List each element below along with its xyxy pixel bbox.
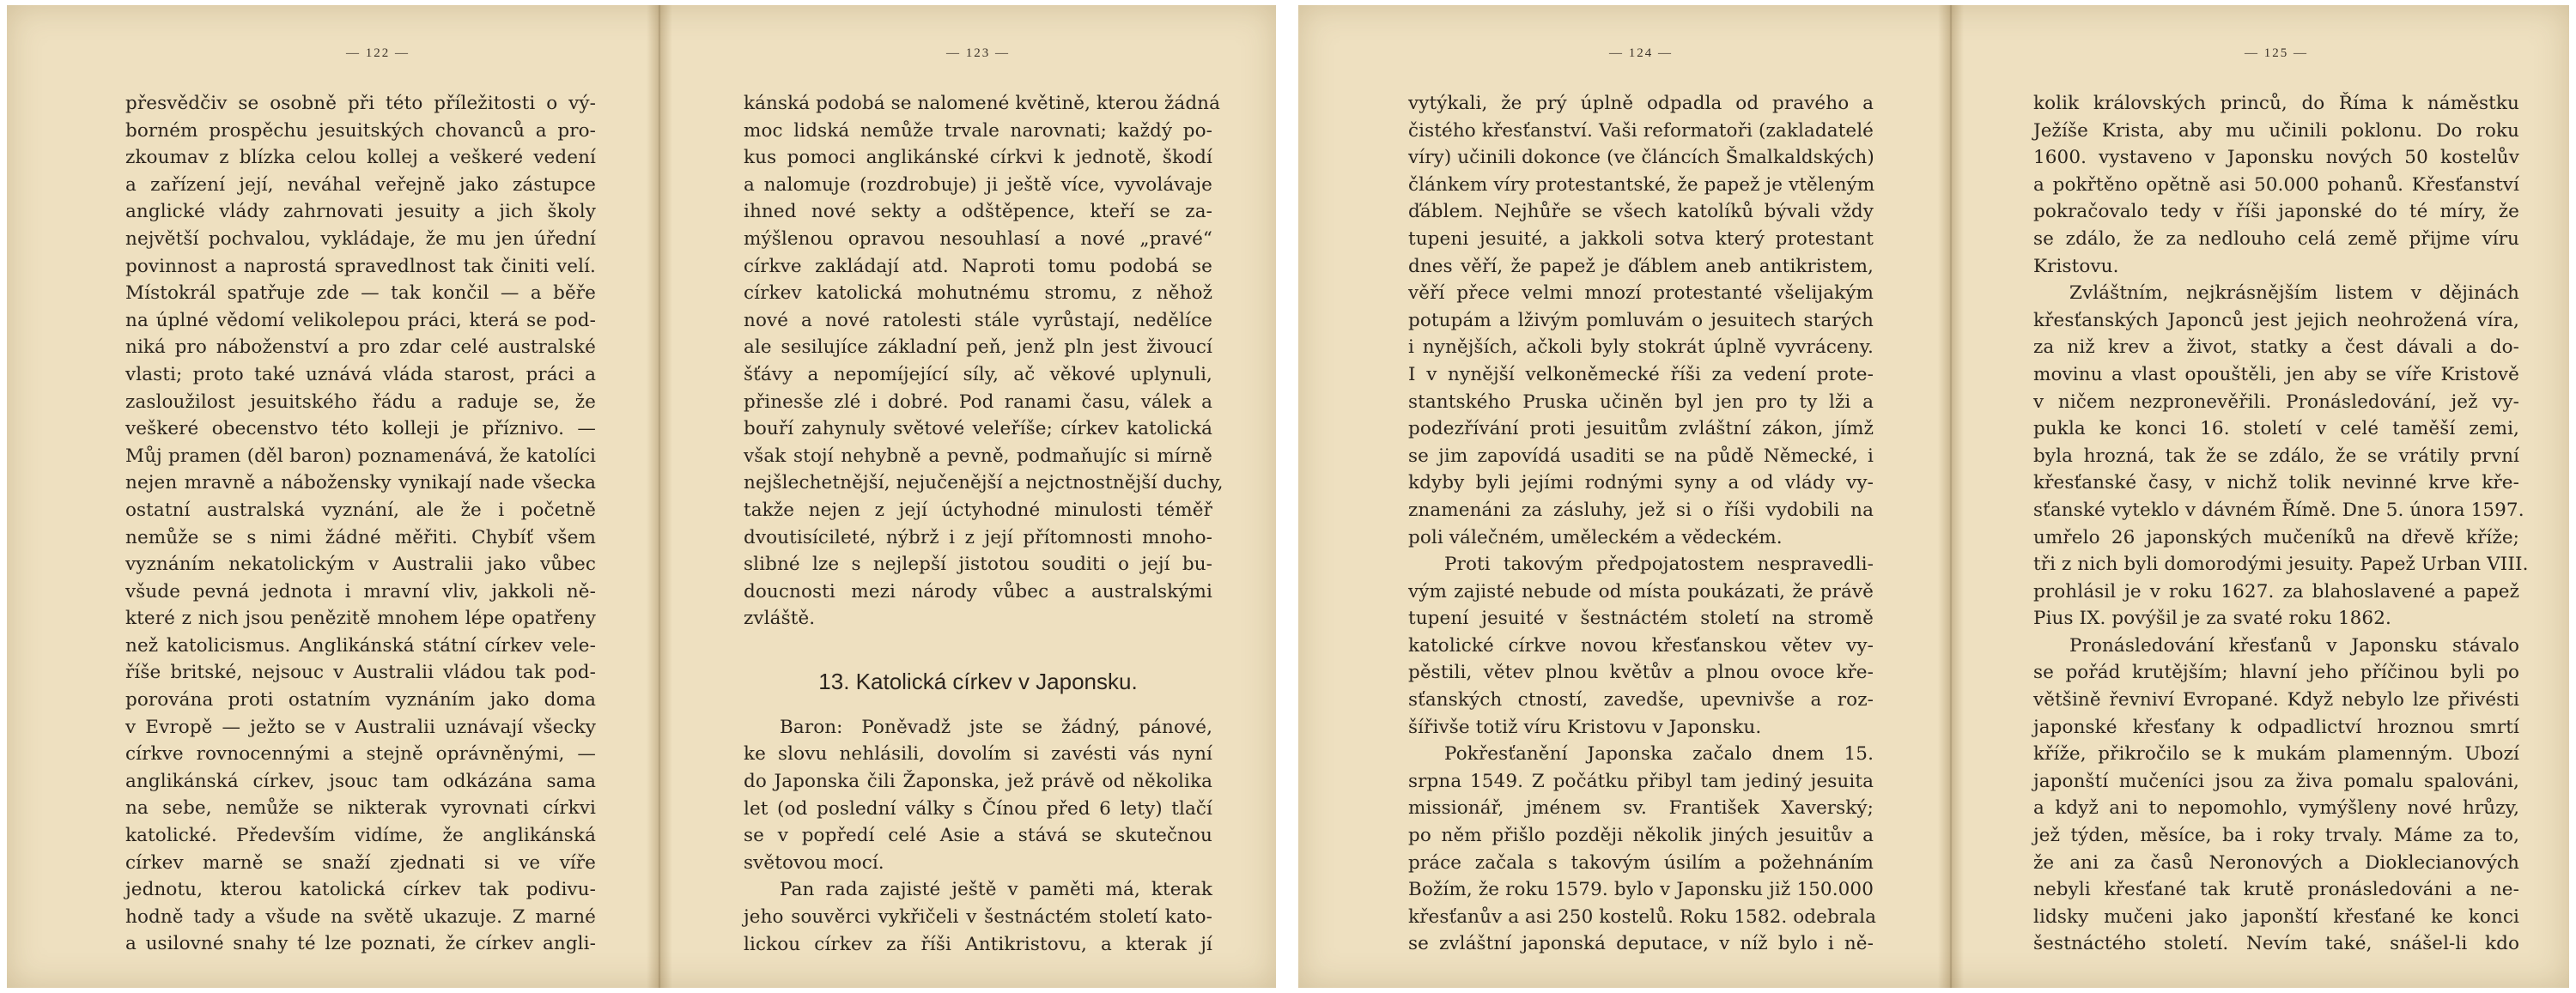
text-line: Pan rada zajisté ještě v paměti má, kterak: [780, 879, 1212, 901]
text-line: a nalomuje (rozdrobuje) ji ještě více, vyvolávaje: [744, 173, 1212, 196]
text-line: povinnost a naprostá spravedlnost tak činiti velí.: [125, 255, 596, 277]
text-line: kus pomoci anglikánské církvi k jednotě, škodí: [744, 147, 1212, 169]
text-line: víry) učinili dokonce (ve článcích Šmalkaldských): [1408, 147, 1874, 169]
page-text: [744, 90, 1224, 958]
text-line: doucnosti mezi národy vůbec a australskými: [744, 580, 1212, 602]
text-line: vlasti; proto také uznává vláda starost, práci a: [125, 363, 596, 385]
text-line: dvoutisícileté, nýbrž i z její přítomnosti mnoho-: [744, 526, 1212, 548]
text-line: šestnáctého století. Nevím také, snášel-li kdo: [2033, 933, 2519, 955]
text-line: movinu a vlast opouštěli, jen aby se víře Kristově: [2033, 363, 2519, 385]
text-line: katolické církve novou křesťanskou větev vy-: [1408, 634, 1874, 657]
text-line: říše britské, nejsouc v Australii vládou tak pod-: [125, 662, 596, 684]
text-line: v ničem nezpronevěřili. Pronásledování, jež vy-: [2033, 391, 2519, 413]
text-line: zasloužilost jesuitského řádu a raduje se, že: [125, 391, 596, 413]
text-line: byla hrozná, tak že se zdálo, že se vrátily první: [2033, 445, 2519, 467]
text-line: srpna 1549. Z počátku přibyl tam jediný jesuita: [1408, 770, 1874, 792]
text-line: že ani za časů Neronových a Dioklecianových: [2033, 851, 2519, 874]
text-line: mýšlenou opravou nesouhlasí a nové „pravé“: [744, 227, 1212, 250]
text-line: lickou církev za říši Antikristovu, a kterak jí: [744, 933, 1212, 955]
right-book-spread: [1298, 5, 2569, 988]
text-line: církve zakládají atd. Naproti tomu podobá se: [744, 255, 1212, 277]
text-line: a když ani to nepomohlo, vymýšleny nové hrůzy,: [2033, 797, 2519, 820]
text-line: a usilovné snahy té lze poznati, že církev angli-: [125, 933, 596, 955]
text-line: i nynějších, ačkoli byly stokrát úplně vyvráceny.: [1408, 336, 1874, 359]
text-line: Pius IX. povýšil je za svaté roku 1862.: [2033, 608, 2391, 630]
page-text: [1408, 90, 1877, 958]
text-line: 1600. vystaveno v Japonsku nových 50 kostelův: [2033, 147, 2519, 169]
text-line: kdyby byli jejími rodnými syny a od vlády vy-: [1408, 472, 1874, 494]
text-line: anglické vlády zahrnovati jesuity a jich školy: [125, 201, 596, 223]
text-line: zvláště.: [744, 608, 816, 630]
text-line: práce začala s takovým úsilím a požehnáním: [1408, 851, 1874, 874]
text-line: ke slovu nehlásili, dovolím si zavésti vás nyní: [744, 743, 1212, 766]
text-line: za niž krev a život, statky a čest dávali a do-: [2033, 336, 2519, 359]
text-line: čistého křesťanství. Vaši reformatoři (zakladatelé: [1408, 119, 1874, 142]
text-line: Pokřesťanění Japonska začalo dnem 15.: [1444, 743, 1874, 766]
text-line: se zdálo, že za nedlouho celá země přijme víru: [2033, 227, 2519, 250]
text-line: pěstili, větev plnou květův a plnou ovoce kře-: [1408, 662, 1874, 684]
page-125: [1951, 5, 2569, 988]
text-line: hodně tady a všude na světě ukazuje. Z marné: [125, 905, 596, 928]
text-line: církev marně se snaží zjednati si ve víře: [125, 851, 596, 874]
text-line: Ježíše Krista, aby mu učinili poklonu. Do roku: [2033, 119, 2519, 142]
text-line: vytýkali, že prý úplně odpadla od pravého a: [1408, 93, 1874, 114]
text-line: se v popředí celé Asie a stává se skutečnou: [744, 825, 1212, 847]
text-line: nemůže se s nimi žádné měřiti. Chybíť všem: [125, 526, 596, 548]
text-line: tupeni jesuité, a jakkoli sotva který protestant: [1408, 227, 1874, 250]
left-book-spread: [7, 5, 1276, 988]
page-123: [659, 5, 1276, 988]
text-line: takže nejen z její úctyhodné minulosti téměř: [744, 499, 1212, 521]
text-line: křesťanské časy, v nichž tolik nevinné krve kře-: [2033, 472, 2519, 494]
text-line: tři z nich byli domorodými jesuity. Papež Urban VIII.: [2033, 554, 2529, 576]
page-number: — 125 —: [2245, 46, 2308, 60]
text-line: slibné lze s nejlepší jistotou souditi o její bu-: [744, 554, 1212, 576]
text-line: I v nynější velkoněmecké říši za vedení prote-: [1408, 363, 1874, 385]
text-line: moc lidská nemůže trvale narovnati; každý po-: [744, 119, 1212, 142]
text-line: zkoumav z blízka celou kollej a veškeré vedení: [125, 147, 596, 169]
text-line: japonské křesťany k odpadlictví hroznou smrtí: [2033, 716, 2519, 738]
text-line: šířivše totiž víru Kristovu v Japonsku.: [1408, 716, 1762, 738]
text-line: poli válečném, uměleckém a vědeckém.: [1408, 526, 1783, 548]
text-line: se zvláštní japonská deputace, v níž bylo i ně-: [1408, 933, 1874, 955]
text-line: let (od poslední války s Čínou před 6 lety) tlačí: [744, 797, 1212, 820]
text-line: šťávy a nepomíjející síly, ač věkové uplynuli,: [744, 363, 1212, 385]
text-line: japonští mučeníci jsou za živa pomalu spalováni,: [2033, 770, 2519, 792]
page-number: — 122 —: [346, 46, 410, 60]
page-number: — 124 —: [1609, 46, 1673, 60]
text-line: a pokřtěno opětně asi 50.000 pohanů. Křesťanství: [2033, 173, 2519, 196]
text-line: ihned nové sekty a odštěpence, kteří se za-: [744, 201, 1212, 223]
text-line: ale sesilujíce základní peň, jenž pln jest živoucí: [744, 336, 1212, 359]
text-line: a zařízení její, neváhal veřejně jako zástupce: [125, 173, 596, 196]
text-line: se jim zapovídá usaditi se na půdě Německé, i: [1408, 445, 1874, 467]
text-line: kolik královských princů, do Říma k náměstku: [2033, 93, 2519, 114]
text-line: křesťanův a asi 250 kostelů. Roku 1582. odebrala: [1408, 905, 1877, 928]
text-line: světovou mocí.: [744, 851, 884, 874]
text-line: znamenáni za zásluhy, jež si o říši vydobili na: [1408, 499, 1874, 521]
text-line: pukla ke konci 16. století v celé taměší zemi,: [2033, 418, 2519, 440]
text-line: potupám a lživým pomluvám o jesuitech starých: [1408, 309, 1874, 331]
text-line: největší pochvalou, vykládaje, že mu jen úřední: [125, 227, 596, 250]
text-line: na úplné vědomí velikolepou práci, která se pod-: [125, 309, 596, 331]
text-line: kánská podobá se nalomené květině, kterou žádná: [744, 93, 1221, 114]
text-line: sťanských ctností, zavedše, upevnivše a roz-: [1408, 689, 1874, 711]
text-line: Proti takovým předpojatostem nespravedli-: [1444, 554, 1874, 576]
chapter-heading: 13. Katolická církev v Japonsku.: [818, 668, 1138, 694]
text-line: na sebe, nemůže se nikterak vyrovnati církvi: [125, 797, 596, 820]
page-text: [125, 90, 596, 958]
text-line: ostatní australská vyznání, ale že i početně: [125, 499, 596, 521]
text-line: jeho souvěrci vykřičeli v šestnáctém století kato-: [744, 906, 1212, 929]
text-line: církve rovnocennými a stejně oprávněnými, —: [125, 743, 596, 766]
page-124: [1298, 5, 1951, 988]
page-122: [7, 5, 659, 988]
text-line: jež týden, měsíce, ba i roky trvaly. Máme za to,: [2033, 825, 2519, 847]
text-line: které z nich jsou penězitě mnohem lépe opatřeny: [125, 608, 596, 630]
text-line: jednotu, kterou katolická církev tak podivu-: [125, 879, 596, 901]
text-line: Božím, že roku 1579. bylo v Japonsku již 150.000: [1408, 879, 1874, 901]
text-line: bouří zahynuly světové veleříše; církev katolická: [744, 418, 1212, 440]
text-line: většině řevniví Evropané. Když nebylo lze přivésti: [2033, 689, 2519, 711]
text-line: ďáblem. Nejhůře se všech katolíků bývali vždy: [1408, 201, 1874, 223]
text-line: Kristovu.: [2033, 255, 2119, 277]
text-line: všude pevná jednota i mravní vliv, jakkoli ně-: [125, 580, 596, 602]
page-text: [2033, 90, 2529, 958]
text-line: porována proti ostatním vyznáním jako doma: [125, 689, 596, 711]
text-line: přinesše zlé i dobré. Pod ranami času, válek a: [744, 391, 1212, 413]
text-line: kříže, přikročilo se k mukám plamenným. Ubozí: [2033, 743, 2519, 766]
text-line: do Japonska čili Žaponska, jež právě od několika: [744, 771, 1212, 793]
text-line: nové a nové ratolesti stále vyrůstají, nedělíce: [744, 309, 1212, 331]
text-line: katolické. Především vidíme, že anglikánská: [125, 825, 596, 847]
text-line: nebyli křesťané tak krutě pronásledováni a ne-: [2033, 879, 2519, 901]
text-line: než katolicismus. Anglikánská státní církev vele-: [125, 634, 596, 657]
text-line: vyznáním nekatolickým v Australii jako vůbec: [125, 554, 596, 576]
text-line: křesťanských Japonců jest jejich neohrožená víra,: [2033, 309, 2519, 331]
text-line: článkem víry protestantské, že papež je vtěleným: [1408, 173, 1875, 196]
text-line: tupení jesuité v šestnáctém století na stromě: [1408, 608, 1874, 630]
text-line: Můj pramen (děl baron) poznamenává, že katolíci: [125, 445, 596, 467]
text-line: však stojí nehybně a pevně, podmaňujíc si mírně: [744, 445, 1212, 467]
text-line: Baron: Poněvadž jste se žádný, pánové,: [780, 716, 1212, 738]
text-line: církev katolická mohutnému stromu, z něhož: [744, 282, 1212, 305]
text-line: v Evropě — ježto se v Australii uznávají všecky: [125, 716, 596, 738]
text-line: po něm přišlo později několik jiných jesuitův a: [1408, 825, 1874, 847]
text-line: lidsky mučeni jako japonští křesťané ke konci: [2033, 905, 2519, 928]
text-line: nejen mravně a nábožensky vynikají nade všecka: [125, 472, 596, 494]
text-line: vým zajisté nebude od místa poukázati, že právě: [1408, 580, 1874, 602]
text-line: borném prospěchu jesuitských chovanců a pro-: [125, 119, 596, 142]
text-line: anglikánská církev, jsouc tam odkázána sama: [125, 770, 596, 792]
text-line: missionář, jménem sv. František Xaverský;: [1408, 797, 1874, 820]
text-line: niká pro náboženství a pro zdar celé australské: [125, 336, 596, 359]
text-line: pokračovalo tedy v říši japonské do té míry, že: [2033, 201, 2519, 223]
page-number: — 123 —: [946, 46, 1010, 60]
text-line: podezřívání proti jesuitům zvláštní zákon, jímž: [1408, 418, 1874, 440]
text-line: umřelo 26 japonských mučeníků na dřevě kříže;: [2033, 526, 2519, 548]
text-line: Pronásledování křesťanů v Japonsku stávalo: [2069, 634, 2519, 657]
text-line: se pořád krutějším; hlavní jeho příčinou byli po: [2033, 662, 2519, 684]
text-line: prohlásil je v roku 1627. za blahoslavené a papež: [2033, 580, 2519, 602]
text-line: Zvláštním, nejkrásnějším listem v dějinách: [2069, 282, 2519, 305]
text-line: dnes věří, že papež je ďáblem aneb antikristem,: [1408, 255, 1874, 277]
text-line: nejšlechetnější, nejučenější a nejctnostnější duchy,: [744, 472, 1224, 494]
text-line: přesvědčiv se osobně při této příležitosti o vý-: [125, 93, 596, 114]
text-line: veškeré obecenstvo této kolleji je příznivo. —: [125, 418, 596, 440]
text-line: věří přece velmi mnozí protestanté všelijakým: [1408, 282, 1874, 305]
text-line: Místokrál spatřuje zde — tak končil — a běře: [125, 282, 596, 305]
text-line: stantského Pruska učiněn byl jen pro ty lži a: [1408, 391, 1874, 413]
text-line: sťanské vyteklo v dávném Římě. Dne 5. února 1597.: [2033, 499, 2524, 521]
